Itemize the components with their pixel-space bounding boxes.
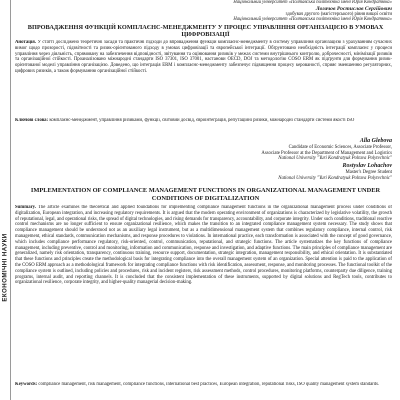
en-author2-affiliation: National University "Yuri Kondratyuk Poltava Polytechnic" (278, 175, 392, 181)
ua-author-affiliation: Національний університет «Полтавська політехніка імені Юрія Кондратюка» (233, 17, 392, 22)
section-label: ЕКОНОМІЧНІ НАУКИ (1, 233, 9, 302)
page-content (15, 0, 396, 400)
ua-article-title: ВПРОВАДЖЕННЯ ФУНКЦІЙ КОМПЛАЄНС-МЕНЕДЖМЕНТУ У ПРОЦЕС УПРАВЛІННЯ ОРГАНІЗАЦІЄЮ В УМОВАХ ЦИФРОВІЗАЦІЇ (27, 24, 384, 39)
en-keywords-text: compliance management, risk management, compliance functions, international best practices, European integration, reputational risks, ISO quality management system standards. (38, 382, 380, 387)
ua-abstract-text: У статті досліджено теоретичні засади та практичні підходи до впровадження функцій комплаєнс-менеджменту в систему управління організацією з урахуванням сучасних вимог щодо прозорості, підзвітності та ризик-орієнтованого підходу в умовах цифровізації та європейської інтеграції. Обґрунтовано необхідність інтеграції комплаєнс у процеси управління через діяльність, спрямовану на забезпечення відповідності, звітування та оцінювання ризиків у межах системи внутрішнього контролю, доброчесності, мінімізації ризиків та організаційної стійкості. Проаналізовано міжнародні стандарти ISO 37301, ISO 37001, настанови OECD, DOJ та методологію COSO ERM як підґрунтя для формування ризик-орієнтованої моделі управління організацією. Доведено, що інтеграція ERM і комплаєнс-менеджменту забезпечує підвищення процесу керованості, сприяє зменшенню регуляторних, цифрових ризиків, а також формуванню організаційної стійкості. (15, 40, 392, 74)
en-author1-name: Alla Glebova (359, 138, 392, 144)
en-article-title: IMPLEMENTATION OF COMPLIANCE MANAGEMENT FUNCTIONS IN ORGANIZATIONAL MANAGEMENT UNDER CONDITIONS OF DIGITALIZATION (30, 187, 381, 202)
ua-keywords (15, 118, 392, 130)
ua-affiliation-top: Національний університет «Полтавська політехніка імені Юрія Кондратюка» (233, 0, 392, 5)
en-author1-affiliation: National University "Yuri Kondratyuk Poltava Polytechnic" (278, 156, 392, 162)
en-author2-role: Master's Degree Student (345, 170, 392, 175)
en-summary-lead: Summary. (15, 205, 36, 210)
section-side-band (0, 0, 11, 400)
en-author2-name: Rostyslav Lohachov (342, 163, 392, 169)
en-keywords (15, 382, 392, 399)
en-summary-text: The article examines the theoretical and applied foundations for implementing compliance management functions in the organizational management process under conditions of digitalization, European integration, and increasing regulatory requirements. It is argued that the modern operating environment of organizations is characterized by legislative volatility, the growth of reputational, legal, and operational risks, the spread of digital technologies, and rising demands for transparency, accountability, and corporate integrity. Under such conditions, traditional reactive control mechanisms are no longer sufficient to ensure organizational resilience, which makes the transition to an integrated compliance management system necessary. The study shows that compliance management should be understood not as an auxiliary legal instrument, but as a multidimensional management system that combines regulatory compliance, internal control, risk management, ethical standards, communication mechanisms, and response procedures to violations. In international practice, each transformation is associated with the concept of good governance, which includes compliance performance regulatory, risk-oriented, control, communication, reputational, and strategic functions. The article systematizes the key functions of compliance management, including preventive, control and monitoring, information and communication, response and investigation, and adaptive functions. The main principles of compliance management are generalized, namely risk orientation, transparency, continuous training, resource support, documentation, strategic integration, management responsibility, and ethical orientation. It is substantiated that these functions and principles create the methodological basis for integrating compliance into the overall management system of an organization. Special attention is paid to the application of the COSO ERM approach as a methodological framework for integrating compliance functions with risk identification, assessment, response, and monitoring processes. The functional toolkit of the compliance system is outlined, including policies and procedures, risk and incident registers, risk assessment methods, control procedures, monitoring platforms, counterparty due diligence, training programs, internal audit, and reporting channels. It is concluded that the consistent implementation of these instruments, supported by digital solutions and RegTech tools, contributes to organizational resilience, corporate integrity, and higher-quality managerial decision-making. (15, 205, 392, 286)
en-summary (15, 205, 392, 380)
ua-keywords-lead: Ключові слова: (15, 118, 49, 123)
ua-author-name: Логачов Ростислав Сергійович (315, 6, 392, 12)
en-author1-degree: Candidate of Economic Sciences, Associate Professor, (288, 145, 392, 150)
en-keywords-lead: Keywords: (15, 382, 38, 387)
ua-abstract (15, 40, 392, 117)
en-author1-position: Associate Professor at the Department of Management and Logistics (261, 150, 392, 156)
ua-author-role: здобувач другого (магістерського) рівня вищої освіти (285, 12, 392, 17)
ua-keywords-text: комплаєнс-менеджмент, управління ризиками, функції, світовий досвід, євроінтеграція, репутаційні ризики, міжнародні стандарти системи якості ISO (49, 118, 355, 123)
ua-abstract-lead: Анотація. (15, 40, 37, 45)
